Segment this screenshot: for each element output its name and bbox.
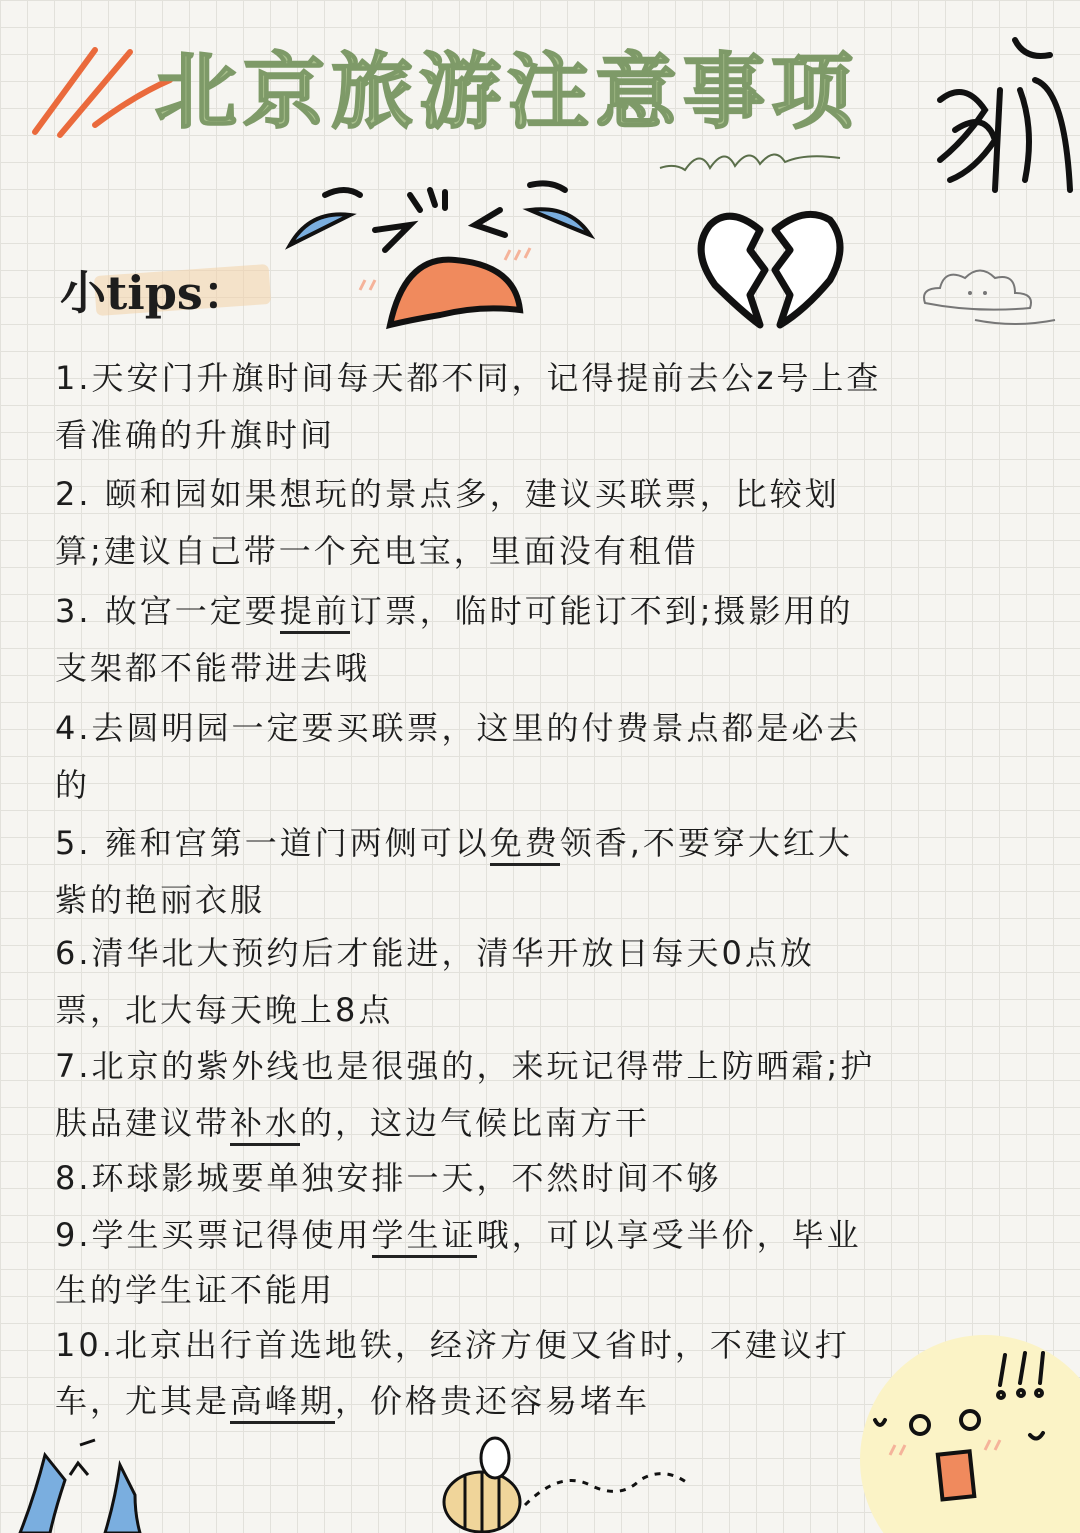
tip-text: 哦，可以享受半价，毕业 bbox=[476, 1216, 862, 1254]
cloud-icon bbox=[915, 258, 1060, 333]
tip-line bbox=[55, 350, 1015, 407]
tip-text: 3. 故宫一定要 bbox=[55, 592, 280, 630]
tip-line bbox=[55, 583, 1015, 640]
underlined-text: 免费 bbox=[490, 824, 560, 866]
tip-text: 订票，临时可能订不到;摄影用的 bbox=[349, 592, 854, 630]
tip-text: 的 bbox=[55, 766, 91, 804]
tip-text: 看准确的升旗时间 bbox=[55, 416, 336, 454]
tip-text: 4.去圆明园一定要买联票，这里的付费景点都是必去 bbox=[55, 709, 862, 747]
tip-line bbox=[55, 640, 1015, 697]
tip-text: 车，尤其是 bbox=[55, 1382, 231, 1420]
page-title: 北京旅游注意事项 bbox=[155, 45, 860, 140]
tip-text: 算;建议自己带一个充电宝，里面没有租借 bbox=[55, 532, 699, 570]
tip-text: 10.北京出行首选地铁，经济方便又省时，不建议打 bbox=[55, 1326, 850, 1364]
tip-line bbox=[55, 925, 1015, 982]
tip-line bbox=[55, 1262, 1015, 1319]
tip-line bbox=[55, 407, 1015, 464]
tip-text: 5. 雍和宫第一道门两侧可以 bbox=[55, 824, 490, 862]
stroke-decoration-icon bbox=[25, 40, 175, 140]
tip-text: 紫的艳丽衣服 bbox=[55, 881, 266, 919]
tip-line bbox=[55, 872, 1015, 929]
tip-line bbox=[55, 1095, 1015, 1152]
underlined-text: 提前 bbox=[280, 592, 350, 634]
surprised-face-icon bbox=[855, 1325, 1080, 1533]
underlined-text: 高峰期 bbox=[230, 1382, 335, 1424]
tip-line bbox=[55, 523, 1015, 580]
tip-text: 2. 颐和园如果想玩的景点多，建议买联票，比较划 bbox=[55, 475, 840, 513]
tip-text: 领香,不要穿大红大 bbox=[559, 824, 853, 862]
tip-line bbox=[55, 700, 1015, 757]
tip-line bbox=[55, 466, 1015, 523]
tip-line bbox=[55, 982, 1015, 1039]
broken-heart-icon bbox=[690, 200, 850, 330]
tip-text: 9.学生买票记得使用 bbox=[55, 1216, 372, 1254]
shock-hair-icon bbox=[925, 30, 1080, 195]
tip-line bbox=[55, 1207, 1015, 1264]
tip-text: ，价格贵还容易堵车 bbox=[335, 1382, 651, 1420]
tip-text: 支架都不能带进去哦 bbox=[55, 649, 371, 687]
bee-icon bbox=[440, 1430, 700, 1533]
squiggle-decoration bbox=[655, 138, 845, 178]
tip-text: 1.天安门升旗时间每天都不同，记得提前去公z号上查 bbox=[55, 359, 882, 397]
tip-text: 8.环球影城要单独安排一天，不然时间不够 bbox=[55, 1159, 722, 1197]
tip-line bbox=[55, 815, 1015, 872]
tip-line bbox=[55, 757, 1015, 814]
tip-line bbox=[55, 1038, 1015, 1095]
tip-text: 6.清华北大预约后才能进，清华开放日每天0点放 bbox=[55, 934, 815, 972]
tips-label: 小tips： bbox=[60, 266, 249, 320]
tip-text: 生的学生证不能用 bbox=[55, 1271, 336, 1309]
underlined-text: 学生证 bbox=[372, 1216, 477, 1258]
underlined-text: 补水 bbox=[230, 1104, 300, 1146]
tip-text: 7.北京的紫外线也是很强的，来玩记得带上防晒霜;护 bbox=[55, 1047, 876, 1085]
crying-face-icon bbox=[280, 170, 600, 335]
waterfall-icon bbox=[10, 1435, 150, 1533]
tip-line bbox=[55, 1150, 1015, 1207]
tip-text: 票，北大每天晚上8点 bbox=[55, 991, 394, 1029]
tip-text: 的，这边气候比南方干 bbox=[300, 1104, 651, 1142]
tip-text: 肤品建议带 bbox=[55, 1104, 231, 1142]
